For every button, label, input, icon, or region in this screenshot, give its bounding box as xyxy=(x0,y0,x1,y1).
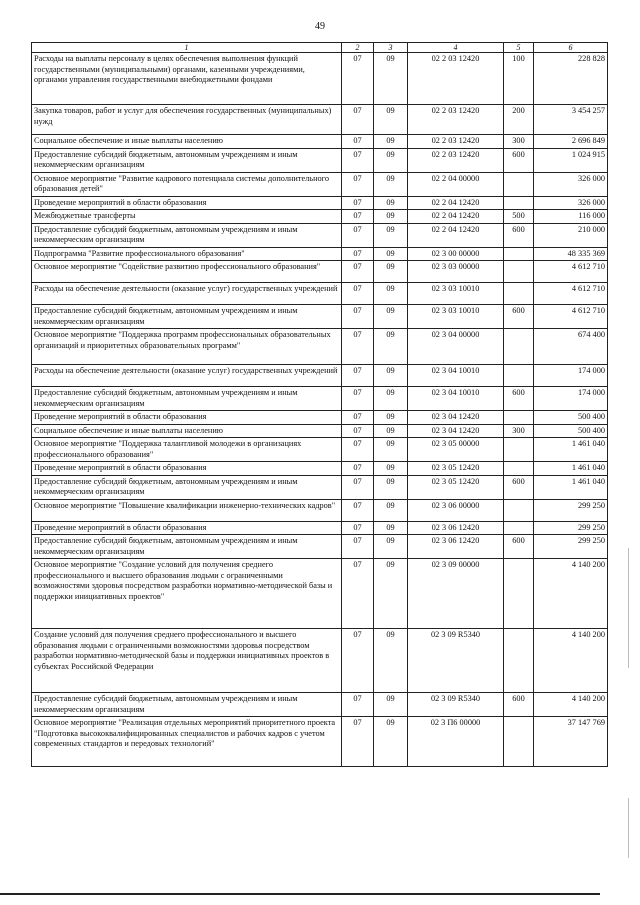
expense-type-code: 600 xyxy=(504,693,534,717)
subsection-code: 09 xyxy=(374,172,408,196)
section-code: 07 xyxy=(342,105,374,135)
subsection-code: 09 xyxy=(374,693,408,717)
subsection-code: 09 xyxy=(374,210,408,224)
amount: 37 147 769 xyxy=(534,717,608,767)
amount: 174 000 xyxy=(534,365,608,387)
row-description: Основное мероприятие "Создание условий для получения среднего профессионального и высшего образования людьми с ограниченными возможностями здоровья посредством разработки нормативно-методической базы и поддержки инициативных проектов" xyxy=(32,559,342,629)
section-code: 07 xyxy=(342,693,374,717)
row-description: Создание условий для получения среднего профессионального и высшего образования людьми с ограниченными возможностями здоровья посредством разработки нормативно-методической базы и поддержки инициативных проектов в субъектах Российской Федерации xyxy=(32,629,342,693)
amount: 4 140 200 xyxy=(534,629,608,693)
section-code: 07 xyxy=(342,411,374,425)
target-article-code: 02 2 04 12420 xyxy=(408,210,504,224)
expense-type-code xyxy=(504,283,534,305)
target-article-code: 02 2 04 12420 xyxy=(408,223,504,247)
expense-type-code xyxy=(504,559,534,629)
subsection-code: 09 xyxy=(374,521,408,535)
expense-type-code xyxy=(504,462,534,476)
row-description: Проведение мероприятий в области образования xyxy=(32,196,342,210)
section-code: 07 xyxy=(342,196,374,210)
expense-type-code xyxy=(504,499,534,521)
section-code: 07 xyxy=(342,172,374,196)
subsection-code: 09 xyxy=(374,135,408,149)
table-row xyxy=(32,475,608,499)
amount: 299 250 xyxy=(534,535,608,559)
table-row xyxy=(32,535,608,559)
section-code: 07 xyxy=(342,53,374,105)
target-article-code: 02 3 04 12420 xyxy=(408,411,504,425)
row-description: Закупка товаров, работ и услуг для обеспечения государственных (муниципальных) нужд xyxy=(32,105,342,135)
section-code: 07 xyxy=(342,424,374,438)
target-article-code: 02 3 06 00000 xyxy=(408,499,504,521)
table-row xyxy=(32,521,608,535)
amount: 1 461 040 xyxy=(534,462,608,476)
expense-type-code xyxy=(504,172,534,196)
target-article-code: 02 3 09 00000 xyxy=(408,559,504,629)
table-row xyxy=(32,329,608,365)
target-article-code: 02 3 05 00000 xyxy=(408,438,504,462)
amount: 48 335 369 xyxy=(534,247,608,261)
subsection-code: 09 xyxy=(374,196,408,210)
table-row xyxy=(32,411,608,425)
subsection-code: 09 xyxy=(374,411,408,425)
section-code: 07 xyxy=(342,365,374,387)
subsection-code: 09 xyxy=(374,261,408,283)
amount: 326 000 xyxy=(534,172,608,196)
table-row xyxy=(32,559,608,629)
expense-type-code xyxy=(504,365,534,387)
amount: 500 400 xyxy=(534,411,608,425)
row-description: Основное мероприятие "Реализация отдельных мероприятий приоритетного проекта "Подготовка высококвалифицированных специалистов и рабочих кадров с учетом современных стандартов и передовых технологий" xyxy=(32,717,342,767)
expense-type-code xyxy=(504,196,534,210)
subsection-code: 09 xyxy=(374,462,408,476)
amount: 2 696 849 xyxy=(534,135,608,149)
expense-type-code: 600 xyxy=(504,305,534,329)
row-description: Предоставление субсидий бюджетным, автономным учреждениям и иным некоммерческим организациям xyxy=(32,223,342,247)
target-article-code: 02 3 03 10010 xyxy=(408,305,504,329)
expense-type-code xyxy=(504,521,534,535)
target-article-code: 02 3 04 10010 xyxy=(408,387,504,411)
expense-type-code xyxy=(504,411,534,425)
expense-type-code xyxy=(504,261,534,283)
column-header: 6 xyxy=(534,43,608,53)
target-article-code: 02 3 09 R5340 xyxy=(408,693,504,717)
row-description: Предоставление субсидий бюджетным, автономным учреждениям и иным некоммерческим организациям xyxy=(32,148,342,172)
table-row xyxy=(32,717,608,767)
table-row xyxy=(32,135,608,149)
amount: 500 400 xyxy=(534,424,608,438)
section-code: 07 xyxy=(342,521,374,535)
subsection-code: 09 xyxy=(374,53,408,105)
amount: 1 461 040 xyxy=(534,438,608,462)
table-row xyxy=(32,247,608,261)
expense-type-code: 300 xyxy=(504,424,534,438)
table-row xyxy=(32,629,608,693)
table-row xyxy=(32,305,608,329)
subsection-code: 09 xyxy=(374,559,408,629)
subsection-code: 09 xyxy=(374,387,408,411)
section-code: 07 xyxy=(342,475,374,499)
table-row xyxy=(32,365,608,387)
amount: 116 000 xyxy=(534,210,608,224)
table-row xyxy=(32,424,608,438)
expense-type-code: 600 xyxy=(504,535,534,559)
subsection-code: 09 xyxy=(374,535,408,559)
section-code: 07 xyxy=(342,535,374,559)
section-code: 07 xyxy=(342,499,374,521)
table-row xyxy=(32,172,608,196)
column-header: 5 xyxy=(504,43,534,53)
expense-type-code: 600 xyxy=(504,475,534,499)
row-description: Проведение мероприятий в области образования xyxy=(32,462,342,476)
margin-mark xyxy=(628,548,629,668)
table-row xyxy=(32,53,608,105)
section-code: 07 xyxy=(342,283,374,305)
target-article-code: 02 3 П6 00000 xyxy=(408,717,504,767)
amount: 4 612 710 xyxy=(534,305,608,329)
header-row xyxy=(32,43,608,53)
subsection-code: 09 xyxy=(374,424,408,438)
row-description: Проведение мероприятий в области образования xyxy=(32,411,342,425)
subsection-code: 09 xyxy=(374,223,408,247)
subsection-code: 09 xyxy=(374,365,408,387)
target-article-code: 02 3 05 12420 xyxy=(408,475,504,499)
row-description: Расходы на обеспечение деятельности (оказание услуг) государственных учреждений xyxy=(32,283,342,305)
expense-type-code xyxy=(504,247,534,261)
row-description: Расходы на обеспечение деятельности (оказание услуг) государственных учреждений xyxy=(32,365,342,387)
row-description: Предоставление субсидий бюджетным, автономным учреждениям и иным некоммерческим организациям xyxy=(32,475,342,499)
target-article-code: 02 2 03 12420 xyxy=(408,148,504,172)
target-article-code: 02 2 04 00000 xyxy=(408,172,504,196)
expense-type-code: 600 xyxy=(504,387,534,411)
subsection-code: 09 xyxy=(374,105,408,135)
target-article-code: 02 3 00 00000 xyxy=(408,247,504,261)
subsection-code: 09 xyxy=(374,629,408,693)
expense-type-code: 100 xyxy=(504,53,534,105)
table-row xyxy=(32,693,608,717)
table-row xyxy=(32,283,608,305)
expense-type-code: 300 xyxy=(504,135,534,149)
row-description: Предоставление субсидий бюджетным, автономным учреждениям и иным некоммерческим организациям xyxy=(32,693,342,717)
section-code: 07 xyxy=(342,210,374,224)
row-description: Основное мероприятие "Развитие кадрового потенциала системы дополнительного образования детей" xyxy=(32,172,342,196)
row-description: Межбюджетные трансферты xyxy=(32,210,342,224)
target-article-code: 02 3 04 10010 xyxy=(408,365,504,387)
row-description: Расходы на выплаты персоналу в целях обеспечения выполнения функций государственными (муниципальными) органами, казенными учреждениями, органами управления государственными внебюджетными фондами xyxy=(32,53,342,105)
target-article-code: 02 2 03 12420 xyxy=(408,53,504,105)
column-header: 4 xyxy=(408,43,504,53)
expense-type-code: 500 xyxy=(504,210,534,224)
amount: 674 400 xyxy=(534,329,608,365)
subsection-code: 09 xyxy=(374,148,408,172)
section-code: 07 xyxy=(342,462,374,476)
subsection-code: 09 xyxy=(374,305,408,329)
amount: 299 250 xyxy=(534,499,608,521)
amount: 4 140 200 xyxy=(534,559,608,629)
subsection-code: 09 xyxy=(374,438,408,462)
target-article-code: 02 3 04 12420 xyxy=(408,424,504,438)
row-description: Предоставление субсидий бюджетным, автономным учреждениям и иным некоммерческим организациям xyxy=(32,387,342,411)
row-description: Основное мероприятие "Повышение квалификации инженерно-технических кадров" xyxy=(32,499,342,521)
column-header: 2 xyxy=(342,43,374,53)
section-code: 07 xyxy=(342,717,374,767)
subsection-code: 09 xyxy=(374,499,408,521)
row-description: Проведение мероприятий в области образования xyxy=(32,521,342,535)
row-description: Социальное обеспечение и иные выплаты населению xyxy=(32,135,342,149)
section-code: 07 xyxy=(342,135,374,149)
expense-type-code xyxy=(504,629,534,693)
table-row xyxy=(32,210,608,224)
margin-mark xyxy=(628,798,629,858)
table-row xyxy=(32,261,608,283)
amount: 228 828 xyxy=(534,53,608,105)
expense-type-code xyxy=(504,717,534,767)
table-row xyxy=(32,462,608,476)
target-article-code: 02 3 04 00000 xyxy=(408,329,504,365)
subsection-code: 09 xyxy=(374,475,408,499)
row-description: Основное мероприятие "Поддержка программ профессиональных образовательных организаций и приоритетных образовательных программ" xyxy=(32,329,342,365)
section-code: 07 xyxy=(342,387,374,411)
row-description: Предоставление субсидий бюджетным, автономным учреждениям и иным некоммерческим организациям xyxy=(32,535,342,559)
section-code: 07 xyxy=(342,438,374,462)
subsection-code: 09 xyxy=(374,283,408,305)
amount: 4 612 710 xyxy=(534,261,608,283)
row-description: Подпрограмма "Развитие профессионального образования" xyxy=(32,247,342,261)
amount: 3 454 257 xyxy=(534,105,608,135)
expense-type-code: 600 xyxy=(504,223,534,247)
amount: 299 250 xyxy=(534,521,608,535)
section-code: 07 xyxy=(342,247,374,261)
expense-type-code: 200 xyxy=(504,105,534,135)
target-article-code: 02 3 06 12420 xyxy=(408,521,504,535)
bottom-rule xyxy=(0,893,600,895)
expense-type-code xyxy=(504,329,534,365)
section-code: 07 xyxy=(342,261,374,283)
amount: 174 000 xyxy=(534,387,608,411)
column-header: 1 xyxy=(32,43,342,53)
table-row xyxy=(32,148,608,172)
subsection-code: 09 xyxy=(374,247,408,261)
amount: 210 000 xyxy=(534,223,608,247)
target-article-code: 02 2 03 12420 xyxy=(408,135,504,149)
table-row xyxy=(32,387,608,411)
table-row xyxy=(32,223,608,247)
target-article-code: 02 2 04 12420 xyxy=(408,196,504,210)
amount: 4 140 200 xyxy=(534,693,608,717)
target-article-code: 02 2 03 12420 xyxy=(408,105,504,135)
row-description: Основное мероприятие "Поддержка талантливой молодежи в организациях профессионального образования" xyxy=(32,438,342,462)
expense-type-code: 600 xyxy=(504,148,534,172)
target-article-code: 02 3 05 12420 xyxy=(408,462,504,476)
section-code: 07 xyxy=(342,148,374,172)
row-description: Социальное обеспечение и иные выплаты населению xyxy=(32,424,342,438)
row-description: Основное мероприятие "Содействие развитию профессионального образования" xyxy=(32,261,342,283)
amount: 4 612 710 xyxy=(534,283,608,305)
expense-type-code xyxy=(504,438,534,462)
section-code: 07 xyxy=(342,223,374,247)
target-article-code: 02 3 03 00000 xyxy=(408,261,504,283)
subsection-code: 09 xyxy=(374,329,408,365)
target-article-code: 02 3 09 R5340 xyxy=(408,629,504,693)
amount: 1 024 915 xyxy=(534,148,608,172)
table-row xyxy=(32,196,608,210)
budget-table xyxy=(31,42,608,767)
table-row xyxy=(32,438,608,462)
target-article-code: 02 3 06 12420 xyxy=(408,535,504,559)
section-code: 07 xyxy=(342,329,374,365)
section-code: 07 xyxy=(342,305,374,329)
amount: 1 461 040 xyxy=(534,475,608,499)
column-header: 3 xyxy=(374,43,408,53)
table-row xyxy=(32,105,608,135)
row-description: Предоставление субсидий бюджетным, автономным учреждениям и иным некоммерческим организациям xyxy=(32,305,342,329)
section-code: 07 xyxy=(342,559,374,629)
target-article-code: 02 3 03 10010 xyxy=(408,283,504,305)
amount: 326 000 xyxy=(534,196,608,210)
section-code: 07 xyxy=(342,629,374,693)
subsection-code: 09 xyxy=(374,717,408,767)
table-row xyxy=(32,499,608,521)
page-number: 49 xyxy=(315,21,325,32)
